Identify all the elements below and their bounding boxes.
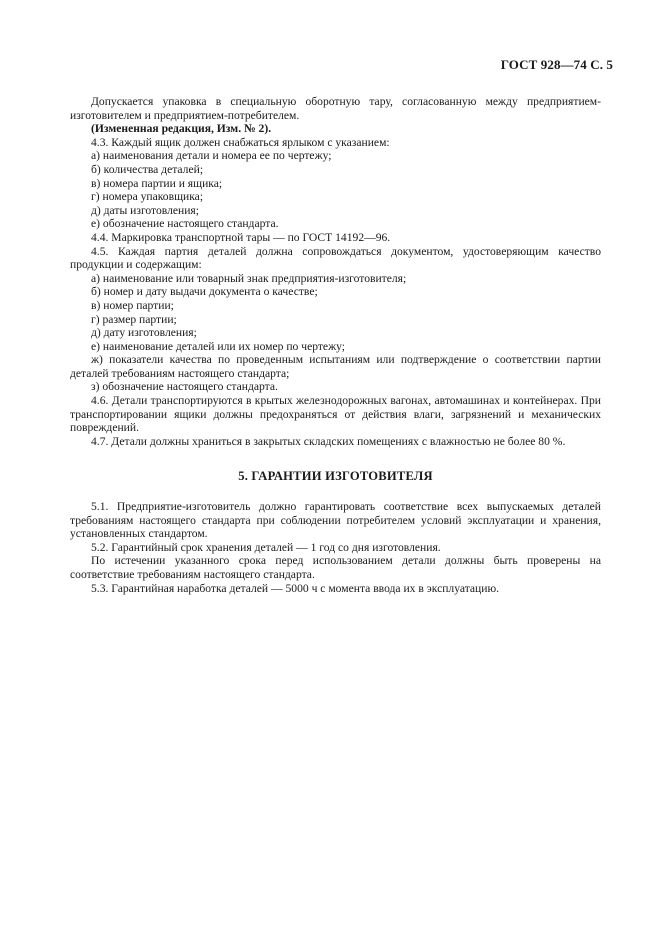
list-item: в) номер партии; (91, 298, 174, 312)
list-item: г) номера упаковщика; (91, 190, 204, 204)
list-item: д) дату изготовления; (91, 326, 197, 340)
clause-4-6: 4.6. Детали транспортируются в крытых железнодорожных вагонах, автомашинах и контейнерах. При транспортировании ящики должны предохраняться от действия влаги, загрязнений и механических повреждений. (70, 394, 601, 435)
clause-5-2: 5.2. Гарантийный срок хранения деталей — 1 год со дня изготовления. (91, 540, 441, 554)
clause-5-1: 5.1. Предприятие-изготовитель должно гарантировать соответствие всех выпускаемых деталей требованиям настоящего стандарта при соблюдении потребителем условий эксплуатации и хранения, установленных стандартом. (70, 500, 601, 541)
clause-5-3: 5.3. Гарантийная наработка деталей — 5000 ч с момента ввода их в эксплуатацию. (91, 581, 500, 595)
list-item: б) количества деталей; (91, 162, 204, 176)
section-title: 5. ГАРАНТИИ ИЗГОТОВИТЕЛЯ (238, 469, 433, 484)
list-item: в) номера партии и ящика; (91, 176, 223, 190)
list-item: ж) показатели качества по проведенным испытаниям или подтверждение о соответствии партии деталей требованиям настоящего стандарта; (70, 353, 601, 380)
clause-4-7: 4.7. Детали должны храниться в закрытых складских помещениях с влажностью не более 80 %. (91, 434, 566, 448)
clause-5-2-continued: По истечении указанного срока перед использованием детали должны быть проверены на соответствие требованиям настоящего стандарта. (70, 554, 601, 581)
list-item: е) наименование деталей или их номер по чертежу; (91, 339, 345, 353)
clause-4-5: 4.5. Каждая партия деталей должна сопровождаться документом, удостоверяющим качество продукции и содержащим: (70, 244, 601, 272)
clause-4-3: 4.3. Каждый ящик должен снабжаться ярлыком с указанием: (91, 135, 390, 149)
clause-4-4: 4.4. Маркировка транспортной тары — по ГОСТ 14192—96. (91, 230, 391, 244)
document-body (70, 95, 601, 595)
intro-paragraph: Допускается упаковка в специальную оборотную тару, согласованную между предприятием-изготовителем и предприятием-потребителем. (70, 95, 601, 122)
list-item: а) наименования детали и номера ее по чертежу; (91, 149, 332, 163)
list-item: а) наименование или товарный знак предприятия-изготовителя; (91, 271, 407, 285)
list-item: д) даты изготовления; (91, 203, 199, 217)
page-header: ГОСТ 928—74 С. 5 (500, 57, 613, 72)
edition-note: (Измененная редакция, Изм. № 2). (91, 122, 272, 136)
list-item: з) обозначение настоящего стандарта. (91, 380, 278, 394)
list-item: г) размер партии; (91, 312, 177, 326)
list-item: е) обозначение настоящего стандарта. (91, 217, 279, 231)
list-item: б) номер и дату выдачи документа о качестве; (91, 285, 318, 299)
